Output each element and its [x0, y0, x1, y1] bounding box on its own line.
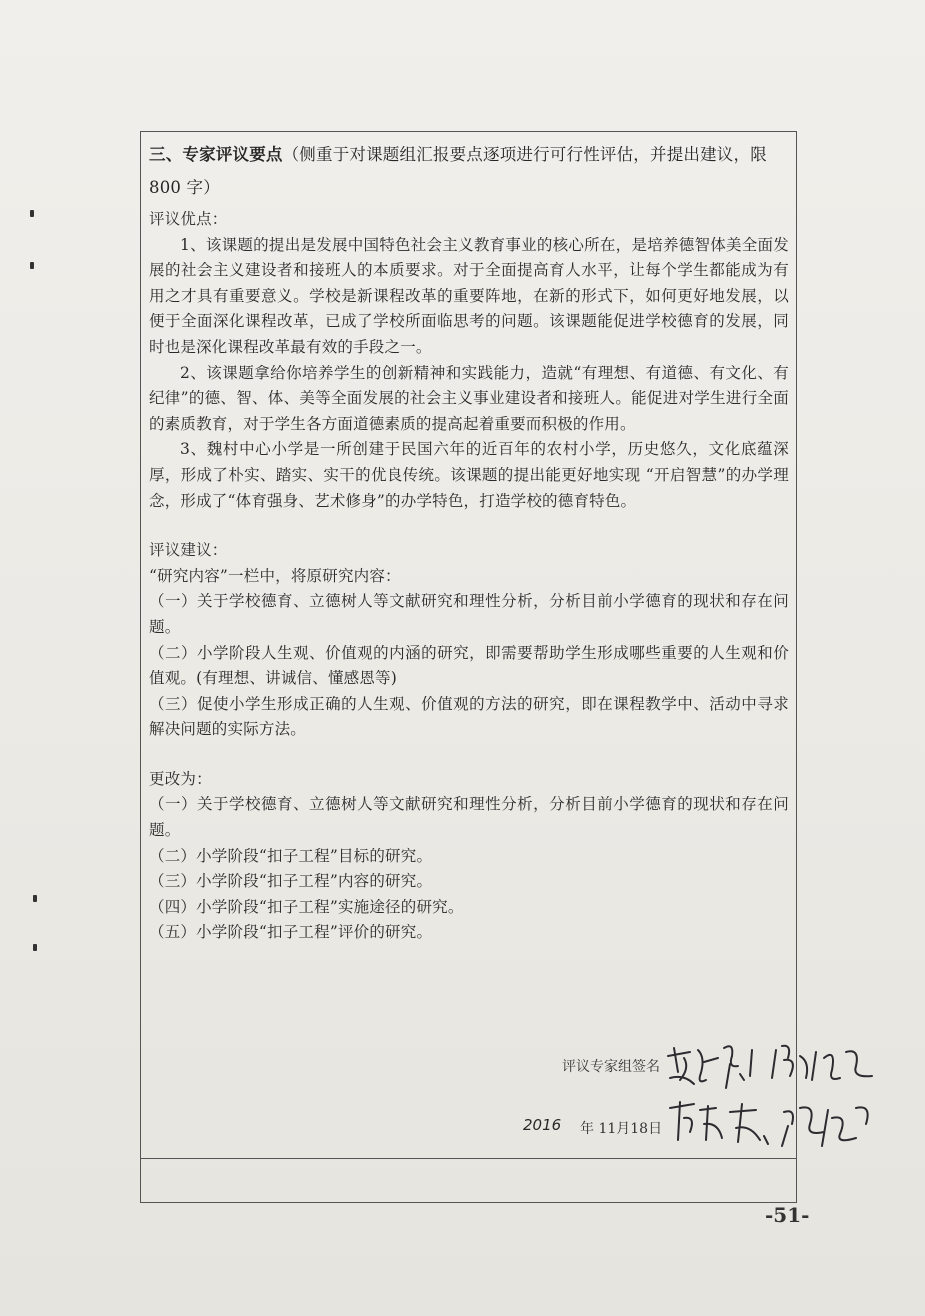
revised-item: （一）关于学校德育、立德树人等文献研究和理性分析，分析目前小学德育的现状和存在问题。 — [149, 795, 789, 840]
revised-item: （五）小学阶段“扣子工程”评价的研究。 — [149, 923, 433, 942]
original-item: （二）小学阶段人生观、价值观的内涵的研究，即需要帮助学生形成哪些重要的人生观和价值观。(有理想、讲诚信、懂感恩等) — [149, 643, 789, 688]
revised-item: （二）小学阶段“扣子工程”目标的研究。 — [149, 846, 433, 865]
binding-hole-mark — [33, 895, 37, 902]
merits-label: 评议优点： — [149, 210, 228, 228]
page-number: -51- — [765, 1203, 810, 1227]
revised-item: （三）小学阶段“扣子工程”内容的研究。 — [149, 872, 433, 891]
signature-date: 年 11月18日 — [580, 1121, 663, 1137]
binding-hole-mark — [33, 944, 37, 951]
revised-label: 更改为： — [149, 769, 212, 788]
suggestions-label: 评议建议： — [149, 541, 228, 560]
merit-paragraph: 1、该课题的提出是发展中国特色社会主义教育事业的核心所在，是培养德智体美全面发展的社会主义建设者和接班人的本质要求。对于全面提高育人水平，让每个学生都能成为有用之才具有重要意义。学校是新课程改革的重要阵地，在新的形式下，如何更好地发展，以便于全面深化课程改革，已成了学校所面临思考的问题。该课题能促进学校德育的发展，同时也是深化课程改革最有效的手段之一。 — [149, 235, 789, 356]
handwritten-signatures — [660, 1028, 910, 1168]
original-item: （一）关于学校德育、立德树人等文献研究和理性分析，分析目前小学德育的现状和存在问题。 — [149, 592, 789, 636]
signature-year: 2016 — [523, 1116, 562, 1134]
revised-item: （四）小学阶段“扣子工程”实施途径的研究。 — [149, 897, 464, 916]
merit-paragraph: 3、魏村中心小学是一所创建于民国六年的近百年的农村小学，历史悠久，文化底蕴深厚，形成了朴实、踏实、实干的优良传统。该课题的提出能更好地实现 “开启智慧”的办学理念，形成了“体育强身、艺术修身”的办学特色，打造学校的德育特色。 — [149, 440, 789, 510]
suggestions-intro: “研究内容”一栏中，将原研究内容： — [149, 566, 401, 585]
section-note: （侧重于对课题组汇报要点逐项进行可行性评估，并提出建议，限 800 字） — [149, 145, 767, 197]
binding-hole-mark — [30, 210, 34, 217]
binding-hole-mark — [30, 262, 34, 269]
merit-paragraph: 2、该课题拿给你培养学生的创新精神和实践能力，造就“有理想、有道德、有文化、有纪律”的德、智、体、美等全面发展的社会主义事业建设者和接班人。能促进对学生进行全面的素质教育，对于学生各方面道德素质的提高起着重要而积极的作用。 — [149, 363, 789, 433]
review-content — [149, 138, 789, 946]
original-item: （三）促使小学生形成正确的人生观、价值观的方法的研究，即在课程教学中、活动中寻求解决问题的实际方法。 — [149, 694, 789, 739]
section-heading — [149, 138, 789, 204]
signature-label: 评议专家组签名 — [562, 1059, 660, 1075]
section-title: 三、专家评议要点 — [149, 145, 283, 164]
